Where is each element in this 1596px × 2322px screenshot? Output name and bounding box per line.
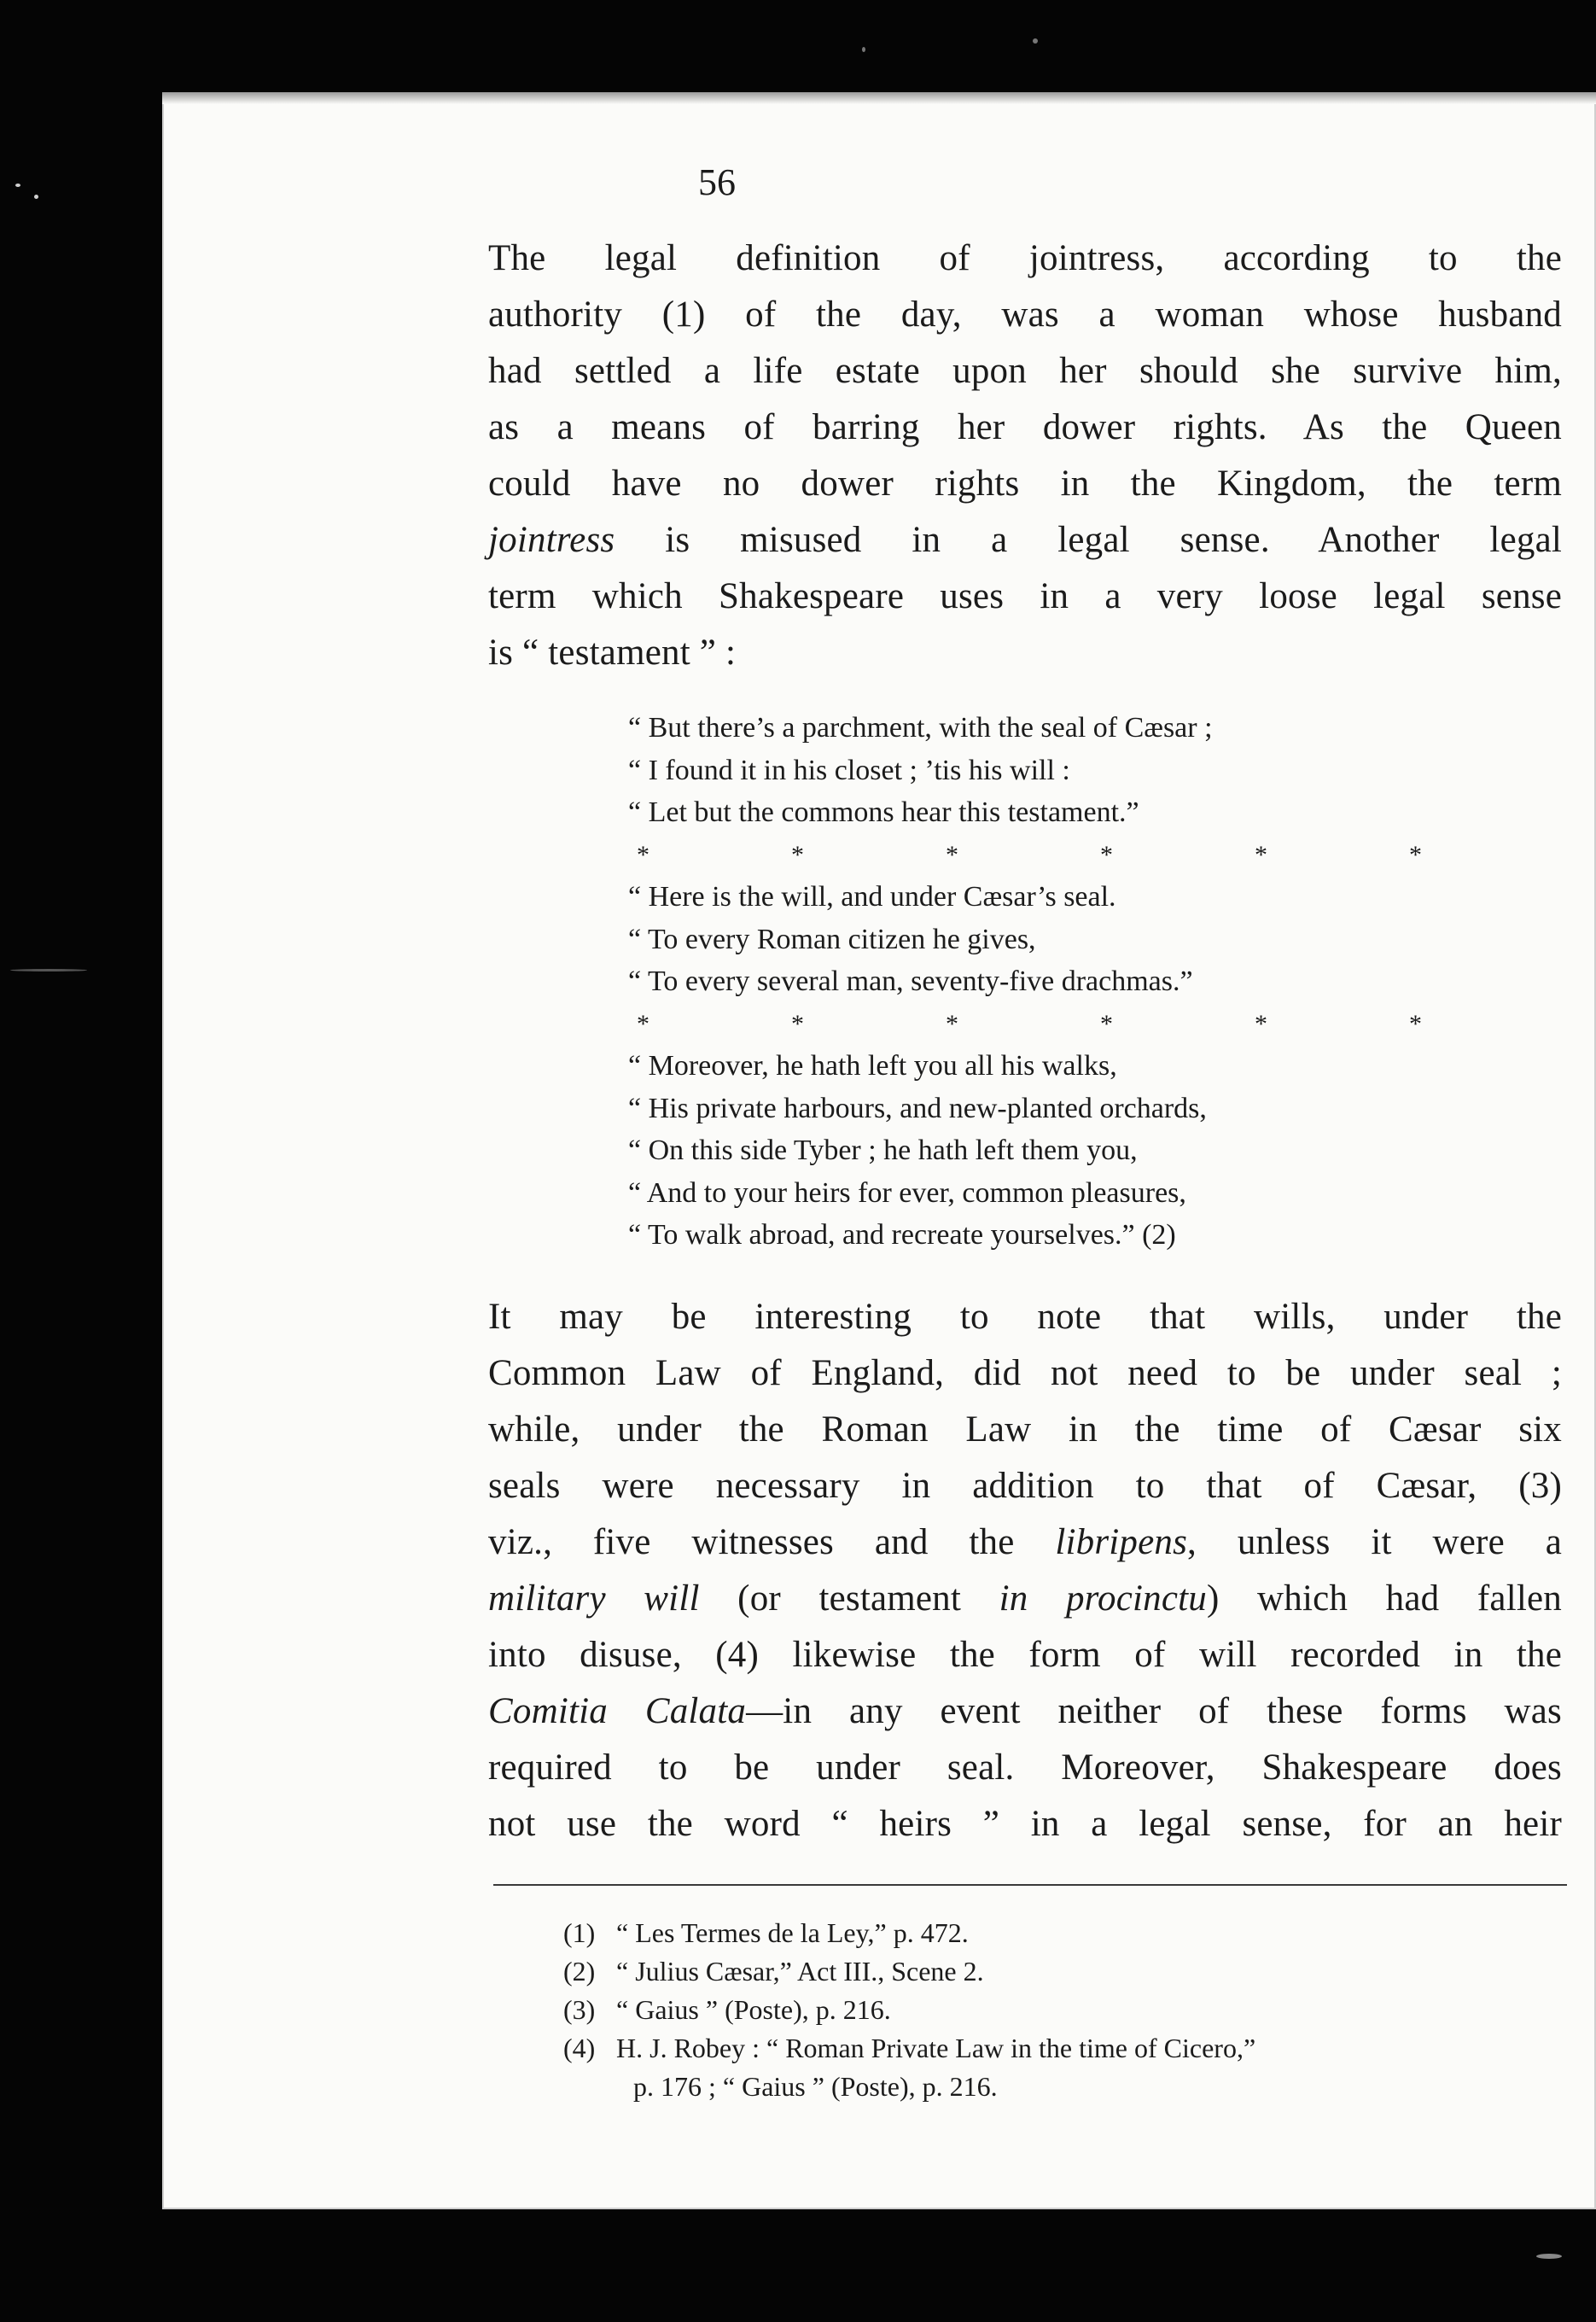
p2-line: It may be interesting to note that wills, under the <box>488 1297 1562 1337</box>
footnote-rule <box>493 1884 1567 1886</box>
line-text: (or testament <box>699 1578 999 1619</box>
quote-line: “ And to your heirs for ever, common pleasures, <box>628 1176 1186 1209</box>
p2-line: required to be under seal. Moreover, Shakespeare does <box>488 1747 1562 1788</box>
asterisk: * <box>1255 1009 1267 1038</box>
p1-line <box>488 512 1562 569</box>
paragraph-1 <box>488 230 1562 681</box>
footnote-text: H. J. Robey : “ Roman Private Law in the time of Cicero,” <box>616 2033 1256 2063</box>
footnote-continuation: p. 176 ; “ Gaius ” (Poste), p. 216. <box>633 2071 998 2102</box>
italic-term: libripens <box>1055 1522 1188 1562</box>
paragraph-2 <box>488 1289 1562 1852</box>
p2-line <box>488 1514 1562 1571</box>
scan-speck <box>15 184 20 187</box>
p1-line: The legal definition of jointress, according to the <box>488 238 1562 278</box>
footnote <box>563 1914 1587 1952</box>
p2-line: not use the word “ heirs ” in a legal sense, for an heir <box>488 1804 1562 1844</box>
footnote <box>563 1952 1587 1991</box>
p2-line <box>488 1683 1562 1740</box>
p1-line: term which Shakespeare uses in a very loose legal sense <box>488 576 1562 616</box>
italic-term: military will <box>488 1578 700 1619</box>
asterisk: * <box>637 840 649 869</box>
footnote-number: (1) <box>563 1917 596 1948</box>
footnote-number: (3) <box>563 1994 596 2025</box>
line-text: —in any event neither of these forms was <box>746 1691 1562 1731</box>
line-text: ) which had fallen <box>1206 1578 1562 1619</box>
quote-line: “ I found it in his closet ; ’tis his will : <box>628 754 1070 786</box>
footnote <box>563 2029 1587 2068</box>
p1-line: as a means of barring her dower rights. As the Queen <box>488 407 1562 447</box>
scan-speck <box>1536 2254 1562 2259</box>
asterisk-separator <box>637 834 1422 877</box>
footnote-text: “ Les Termes de la Ley,” p. 472. <box>616 1917 969 1948</box>
page-number: 56 <box>698 161 736 203</box>
p1-line: is “ testament ” : <box>488 633 737 673</box>
shakespeare-quotation <box>628 707 1465 1257</box>
footnotes <box>563 1914 1587 2106</box>
asterisk: * <box>1409 840 1422 869</box>
italic-term: Comitia Calata <box>488 1691 747 1731</box>
italic-term: in procinctu <box>999 1578 1207 1619</box>
asterisk: * <box>946 1009 958 1038</box>
quote-line: “ To every several man, seventy-five drachmas.” <box>628 966 1193 997</box>
scan-speck <box>862 47 865 52</box>
quote-line: “ Let but the commons hear this testament.” <box>628 796 1139 828</box>
asterisk: * <box>791 1009 804 1038</box>
footnote <box>563 1991 1587 2029</box>
footnote-text: “ Gaius ” (Poste), p. 216. <box>616 1994 891 2025</box>
page-edge-shadow <box>162 92 1596 104</box>
p1-line: had settled a life estate upon her should she survive him, <box>488 351 1562 391</box>
p1-line: authority (1) of the day, was a woman whose husband <box>488 295 1562 335</box>
p2-line <box>488 1571 1562 1627</box>
footnote-number: (4) <box>563 2033 596 2063</box>
italic-term: jointress <box>488 520 615 560</box>
asterisk: * <box>946 840 958 869</box>
quote-line: “ His private harbours, and new-planted orchards, <box>628 1092 1207 1124</box>
scan-speck <box>10 969 87 971</box>
footnote-number: (2) <box>563 1956 596 1987</box>
line-text: is misused in a legal sense. Another legal <box>615 520 1562 560</box>
p1-line: could have no dower rights in the Kingdom, the term <box>488 464 1562 504</box>
asterisk: * <box>1100 1009 1113 1038</box>
asterisk-separator <box>637 1003 1422 1046</box>
asterisk: * <box>1255 840 1267 869</box>
p2-line: Common Law of England, did not need to be under seal ; <box>488 1353 1562 1393</box>
asterisk: * <box>637 1009 649 1038</box>
asterisk: * <box>1100 840 1113 869</box>
p2-line: while, under the Roman Law in the time of Cæsar six <box>488 1409 1562 1450</box>
line-text: viz., five witnesses and the <box>488 1522 1056 1562</box>
quote-line: “ On this side Tyber ; he hath left them you, <box>628 1135 1138 1166</box>
quote-line: “ Moreover, he hath left you all his walks, <box>628 1050 1117 1082</box>
asterisk: * <box>1409 1009 1422 1038</box>
p2-line: into disuse, (4) likewise the form of will recorded in the <box>488 1635 1562 1675</box>
line-text: , unless it were a <box>1187 1522 1562 1562</box>
quote-line: “ To every Roman citizen he gives, <box>628 923 1036 955</box>
quote-line: “ To walk abroad, and recreate yourselves.” (2) <box>628 1219 1176 1251</box>
asterisk: * <box>791 840 804 869</box>
scan-speck <box>1033 38 1038 44</box>
quote-line: “ Here is the will, and under Cæsar’s seal. <box>628 881 1116 913</box>
p2-line: seals were necessary in addition to that of Cæsar, (3) <box>488 1466 1562 1506</box>
scan-speck <box>34 195 38 199</box>
quote-line: “ But there’s a parchment, with the seal of Cæsar ; <box>628 712 1213 744</box>
footnote-text: “ Julius Cæsar,” Act III., Scene 2. <box>616 1956 984 1987</box>
